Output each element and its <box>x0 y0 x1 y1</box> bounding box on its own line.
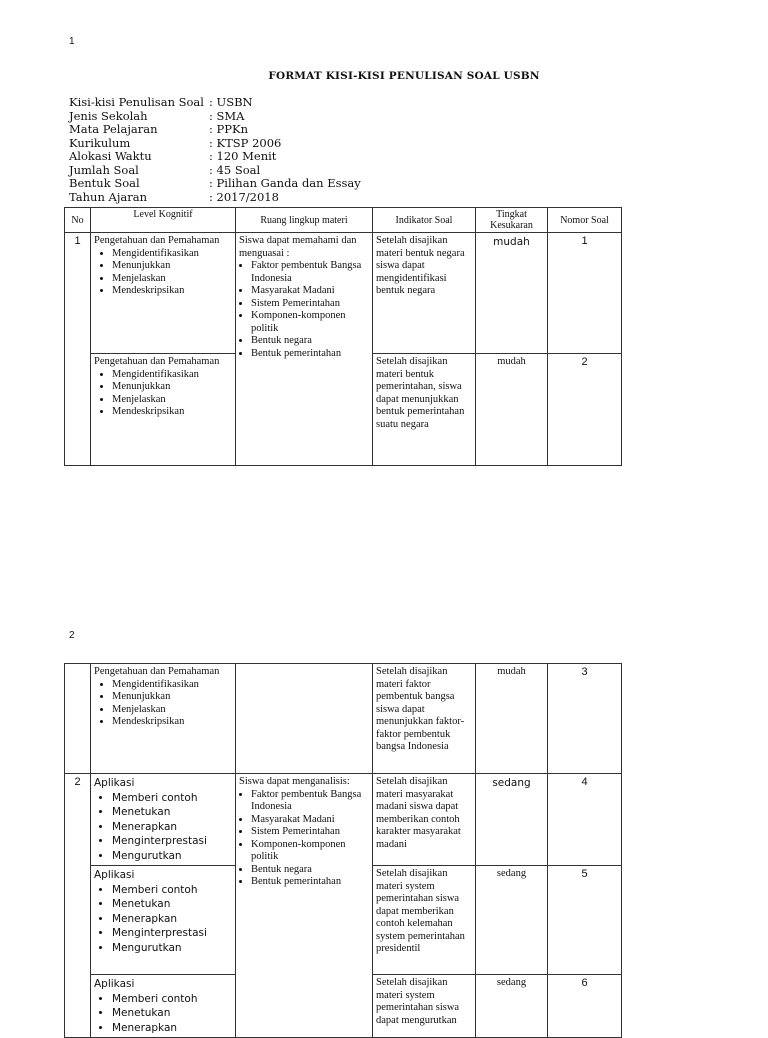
header-nomor: Nomor Soal <box>548 208 622 233</box>
indikator-cell: Setelah disajikan materi masyarakat madani siswa dapat memberikan contoh karakter masyarakat madani <box>373 774 476 866</box>
header-ruang-lingkup: Ruang lingkup materi <box>236 208 373 233</box>
ruang-lingkup-cell <box>236 774 373 1038</box>
level-item: • Mengurutkan <box>112 849 232 864</box>
ruang-item: • Komponen-komponen politik <box>251 310 369 335</box>
level-item: • Menunjukkan <box>112 260 232 273</box>
ruang-intro: Siswa dapat menganalisis: <box>239 776 350 787</box>
level-item: • Mendeskripsikan <box>112 716 232 729</box>
ruang-item: • Masyarakat Madani <box>251 814 369 827</box>
level-item: • Menjelaskan <box>112 273 232 286</box>
tingkat-cell: sedang <box>476 774 548 866</box>
level-item: • Menginterprestasi <box>112 834 232 849</box>
row-number: 2 <box>65 774 91 1038</box>
nomor-cell: 2 <box>548 354 622 466</box>
level-item: • Mengurutkan <box>112 941 232 956</box>
level-item: • Menjelaskan <box>112 394 232 407</box>
level-item: • Menetukan <box>112 805 232 820</box>
header-tingkat: Tingkat Kesukaran <box>476 208 548 233</box>
meta-key: Bentuk Soal <box>69 176 140 190</box>
meta-row <box>69 137 361 151</box>
nomor-cell: 4 <box>548 774 622 866</box>
level-item: • Mengidentifikasikan <box>112 248 232 261</box>
level-item: • Menerapkan <box>112 1021 232 1036</box>
meta-value: : 2017/2018 <box>209 189 279 204</box>
tingkat-cell: sedang <box>476 975 548 1038</box>
level-title: Pengetahuan dan Pemahaman <box>94 356 220 367</box>
meta-value: : KTSP 2006 <box>209 135 282 150</box>
ruang-item: • Bentuk negara <box>251 335 369 348</box>
header-indikator: Indikator Soal <box>373 208 476 233</box>
meta-row <box>69 123 361 137</box>
meta-value: : 120 Menit <box>209 149 277 163</box>
page-number: 1 <box>69 36 75 47</box>
level-item: • Mengidentifikasikan <box>112 679 232 692</box>
document-title: FORMAT KISI-KISI PENULISAN SOAL USBN <box>268 70 540 82</box>
ruang-item: • Bentuk negara <box>251 864 369 877</box>
level-kognitif-cell <box>91 664 236 774</box>
level-item: • Menjelaskan <box>112 704 232 717</box>
level-item: • Menerapkan <box>112 912 232 927</box>
ruang-item: • Bentuk pemerintahan <box>251 876 369 889</box>
ruang-item: • Komponen-komponen politik <box>251 839 369 864</box>
nomor-cell: 5 <box>548 866 622 975</box>
level-item: • Menetukan <box>112 1006 232 1021</box>
tingkat-cell: mudah <box>476 354 548 466</box>
header-no: No <box>65 208 91 233</box>
meta-value: : USBN <box>209 95 253 109</box>
indikator-cell: Setelah disajikan materi faktor pembentuk bangsa siswa dapat menunjukkan faktor-faktor pembentuk bangsa Indonesia <box>373 664 476 774</box>
ruang-item: • Faktor pembentuk Bangsa Indonesia <box>251 789 369 814</box>
level-item: • Memberi contoh <box>112 883 232 898</box>
level-kognitif-cell <box>91 774 236 866</box>
table-row <box>65 233 622 354</box>
table-row <box>65 664 622 774</box>
meta-key: Mata Pelajaran <box>69 122 158 136</box>
meta-key: Alokasi Waktu <box>69 149 152 163</box>
level-kognitif-cell <box>91 975 236 1038</box>
level-kognitif-cell <box>91 866 236 975</box>
meta-value: : PPKn <box>209 122 249 136</box>
row-number <box>65 664 91 774</box>
nomor-cell: 3 <box>548 664 622 774</box>
meta-value: : Pilihan Ganda dan Essay <box>209 176 361 190</box>
ruang-lingkup-cell <box>236 664 373 774</box>
table-row <box>65 774 622 866</box>
level-item: • Mendeskripsikan <box>112 285 232 298</box>
kisi-kisi-table-page2 <box>64 663 622 1038</box>
ruang-lingkup-cell <box>236 233 373 466</box>
ruang-item: • Sistem Pemerintahan <box>251 826 369 839</box>
meta-key: Tahun Ajaran <box>69 189 147 204</box>
level-kognitif-cell <box>91 354 236 466</box>
level-item: • Menginterprestasi <box>112 926 232 941</box>
meta-row <box>69 96 361 110</box>
meta-key: Jumlah Soal <box>69 162 139 177</box>
level-title: Pengetahuan dan Pemahaman <box>94 235 220 246</box>
level-title: Aplikasi <box>94 777 135 789</box>
meta-row <box>69 191 361 205</box>
kisi-kisi-table-page1 <box>64 207 622 466</box>
level-item: • Mendeskripsikan <box>112 406 232 419</box>
level-item: • Menerapkan <box>112 820 232 835</box>
indikator-cell: Setelah disajikan materi bentuk pemerintahan, siswa dapat menunjukkan bentuk pemerintahan suatu negara <box>373 354 476 466</box>
ruang-item: • Masyarakat Madani <box>251 285 369 298</box>
level-item: • Menunjukkan <box>112 381 232 394</box>
meta-key: Kisi-kisi Penulisan Soal <box>69 95 204 109</box>
metadata-block <box>69 96 361 204</box>
header-level-kognitif: Level Kognitif <box>91 208 236 233</box>
meta-row <box>69 164 361 178</box>
level-title: Aplikasi <box>94 869 135 881</box>
meta-key: Jenis Sekolah <box>69 108 148 123</box>
level-item: • Menunjukkan <box>112 691 232 704</box>
page-number: 2 <box>69 630 75 641</box>
level-item: • Menetukan <box>112 897 232 912</box>
tingkat-cell: sedang <box>476 866 548 975</box>
meta-row <box>69 150 361 164</box>
row-number: 1 <box>65 233 91 466</box>
level-item: • Mengidentifikasikan <box>112 369 232 382</box>
indikator-cell: Setelah disajikan materi system pemerintahan siswa dapat mengurutkan <box>373 975 476 1038</box>
meta-row <box>69 177 361 191</box>
tingkat-cell: mudah <box>476 233 548 354</box>
meta-row <box>69 110 361 124</box>
indikator-cell: Setelah disajikan materi bentuk negara siswa dapat mengidentifikasi bentuk negara <box>373 233 476 354</box>
tingkat-cell: mudah <box>476 664 548 774</box>
meta-value: : 45 Soal <box>209 162 261 177</box>
ruang-item: • Faktor pembentuk Bangsa Indonesia <box>251 260 369 285</box>
level-item: • Memberi contoh <box>112 791 232 806</box>
nomor-cell: 6 <box>548 975 622 1038</box>
nomor-cell: 1 <box>548 233 622 354</box>
ruang-intro: Siswa dapat memahami dan menguasai : <box>239 235 357 259</box>
ruang-item: • Bentuk pemerintahan <box>251 348 369 361</box>
ruang-item: • Sistem Pemerintahan <box>251 298 369 311</box>
level-title: Aplikasi <box>94 978 135 990</box>
level-title: Pengetahuan dan Pemahaman <box>94 666 220 677</box>
indikator-cell: Setelah disajikan materi system pemerintahan siswa dapat memberikan contoh kelemahan system pemerintahan presidentil <box>373 866 476 975</box>
level-kognitif-cell <box>91 233 236 354</box>
level-item: • Memberi contoh <box>112 992 232 1007</box>
meta-value: : SMA <box>209 108 245 123</box>
meta-key: Kurikulum <box>69 135 131 150</box>
